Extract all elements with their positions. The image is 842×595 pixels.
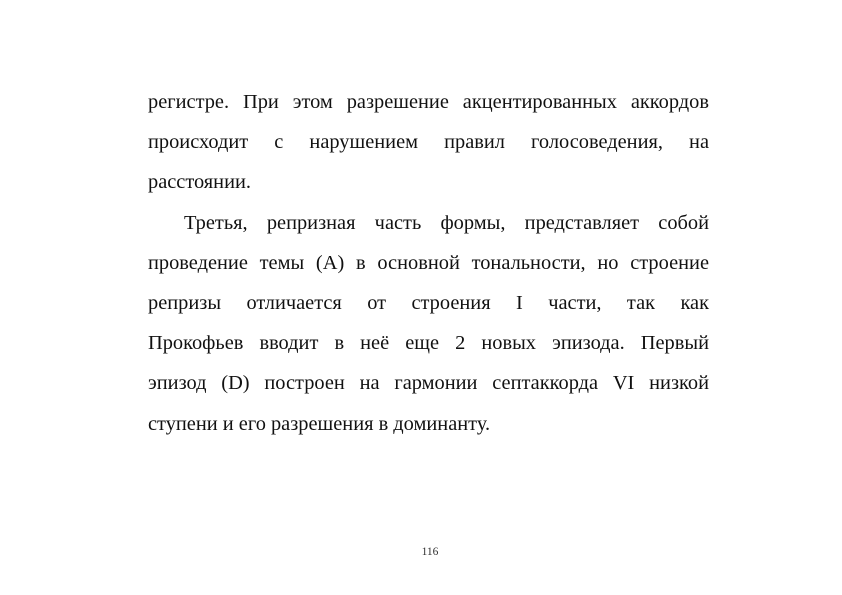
text-line-7: Прокофьев вводит в неё еще 2 новых эпизода. Первый — [148, 332, 709, 355]
text-line-4-paragraph-start: Третья, репризная часть формы, представляет собой — [184, 211, 709, 234]
text-line-8: эпизод (D) построен на гармонии септаккорда VI низкой — [148, 372, 709, 395]
text-line-2: происходит с нарушением правил голосоведения, на — [148, 131, 709, 154]
body-text — [148, 82, 709, 444]
page-number: 116 — [421, 546, 439, 558]
text-line-9: ступени и его разрешения в доминанту. — [148, 412, 491, 435]
text-line-1: регистре. При этом разрешение акцентированных аккордов — [148, 91, 709, 113]
text-line-5: проведение темы (А) в основной тональности, но строение — [148, 251, 709, 274]
text-line-3: расстоянии. — [148, 171, 252, 194]
text-line-6: репризы отличается от строения I части, так как — [148, 291, 709, 314]
